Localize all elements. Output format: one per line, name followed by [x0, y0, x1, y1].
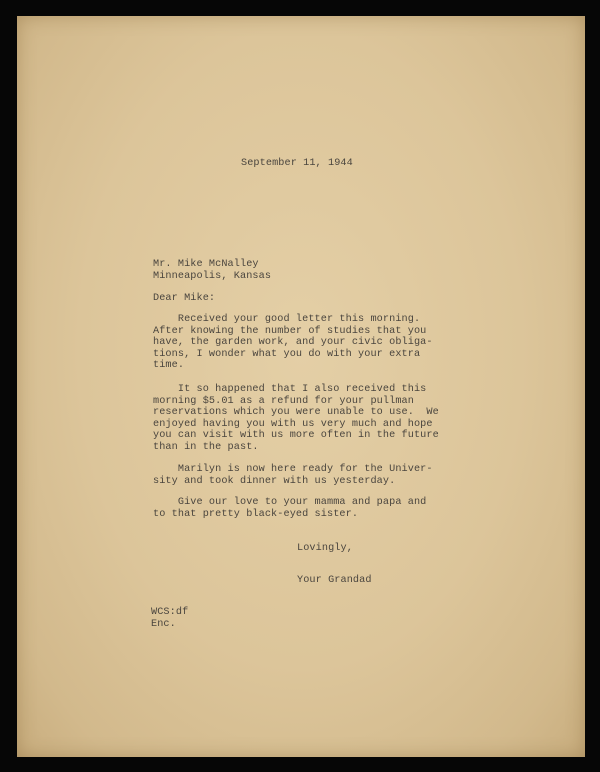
text-line: have, the garden work, and your civic obliga- [153, 337, 433, 349]
text-line: than in the past. [153, 441, 259, 453]
salutation: Dear Mike: [153, 293, 216, 304]
text-line: Marilyn is now here ready for the Univer- [153, 464, 433, 475]
enclosure-note: Enc. [151, 618, 176, 630]
body-paragraph-3 [153, 464, 433, 487]
text-line: tions, I wonder what you do with your extra [153, 348, 421, 360]
letter-date: September 11, 1944 [241, 158, 353, 169]
body-paragraph-1 [153, 314, 433, 372]
complimentary-close: Lovingly, [297, 543, 353, 554]
text-line: reservations which you were unable to use. We [153, 407, 439, 419]
text-line: It so happened that I also received this [153, 384, 427, 395]
text-line: enjoyed having you with us very much and hope [153, 418, 433, 430]
recipient-place: Minneapolis, Kansas [153, 270, 272, 282]
reference-block [151, 607, 188, 630]
text-line: sity and took dinner with us yesterday. [153, 475, 396, 487]
body-paragraph-2 [153, 384, 439, 454]
text-line: After knowing the number of studies that you [153, 325, 427, 337]
text-line: to that pretty black-eyed sister. [153, 508, 359, 520]
letter-page [17, 16, 585, 757]
recipient-name: Mr. Mike McNalley [153, 259, 259, 270]
body-paragraph-4 [153, 497, 426, 520]
reference-initials: WCS:df [151, 607, 189, 618]
signature-line: Your Grandad [297, 575, 372, 586]
text-line: morning $5.01 as a refund for your pullman [153, 395, 414, 407]
text-line: Give our love to your mamma and papa and [153, 497, 427, 508]
text-line: Received your good letter this morning. [153, 314, 421, 325]
text-line: time. [153, 360, 185, 372]
recipient-address [153, 259, 271, 282]
text-line: you can visit with us more often in the future [153, 430, 439, 442]
